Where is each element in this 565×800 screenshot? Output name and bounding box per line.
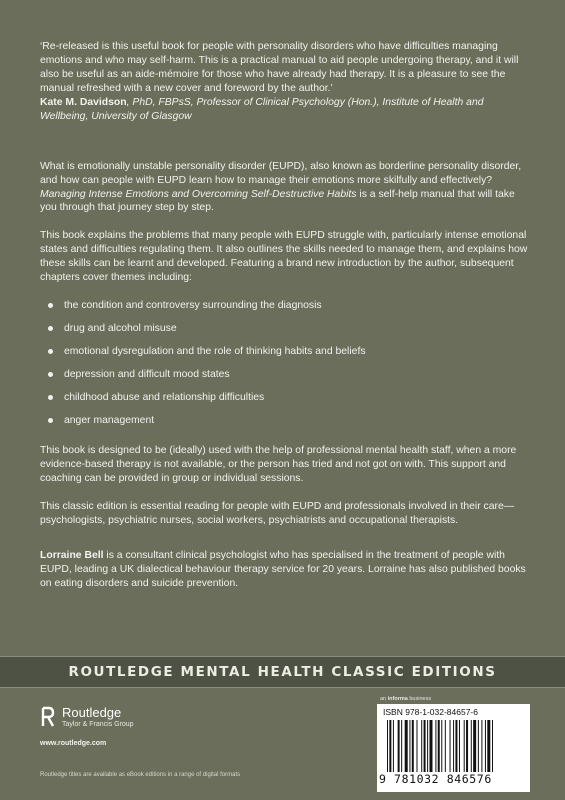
publisher-website[interactable]: www.routledge.com [40, 740, 107, 747]
informa-business-label: an informa business [380, 696, 432, 702]
barcode-bar [481, 720, 482, 772]
publisher-group: Taylor & Francis Group [62, 720, 134, 728]
intro-part1: What is emotionally unstable personality disorder (EUPD), also known as borderline personality disorder, and how can people with EUPD learn how to manage their emotions more skilfully and effectively? [40, 160, 522, 186]
barcode-bar [471, 720, 472, 772]
barcode-bar [435, 720, 436, 772]
barcode-bar [450, 720, 451, 772]
list-item: childhood abuse and relationship difficulties [40, 391, 530, 405]
routledge-logo-icon [40, 706, 56, 728]
barcode-bar [387, 720, 388, 772]
list-item: anger management [40, 414, 530, 428]
blurb-content [40, 40, 530, 591]
barcode-bar [409, 720, 410, 772]
intro-part2: is a self-help manual that will take you through that journey step by step. [40, 188, 515, 214]
audience-paragraph: This classic edition is essential reading for people with EUPD and professionals involved in their care—psychologists, psychiatric nurses, social workers, psychiatrists and occupational therapists. [40, 500, 515, 526]
barcode-bar [393, 720, 394, 772]
publisher-logo [40, 706, 134, 728]
author-name: Lorraine Bell [40, 550, 104, 562]
barcode-bar [389, 720, 391, 772]
endorser-name: Kate M. Davidson [40, 96, 127, 108]
author-bio [40, 549, 530, 591]
description-paragraph: This book explains the problems that many people with EUPD struggle with, particularly intense emotional states and difficulties regulating them. It also outlines the skills needed to manage them, and explains how these skills can be learnt and developed. Featuring a brand new introduction by the author, subsequent chapters cover themes including: [40, 230, 528, 284]
barcode-bar [478, 720, 479, 772]
endorsement-attribution [40, 96, 530, 124]
barcode-digits: 9 781032 846576 [379, 772, 492, 786]
endorsement-text: ‘Re-released is this useful book for people with personality disorders who have difficulties managing emotions and who may self-harm. This is a practical manual to aid people undergoing therapy, and it will also be useful as an aide-mémoire for those who have already had therapy. It is a pleasure to see the manual refreshed with a new cover and foreword by the author.’ [40, 41, 519, 94]
barcode-bar [466, 720, 468, 772]
barcode-bar [492, 720, 493, 772]
barcode-bar [455, 720, 457, 772]
barcode-bar [485, 720, 486, 772]
endorsement [40, 40, 530, 124]
barcode-bar [438, 720, 440, 772]
series-banner [0, 656, 565, 688]
barcode-bar [427, 720, 428, 772]
barcode-bar [424, 720, 426, 772]
barcode-bar [401, 720, 402, 772]
barcode-panel [377, 704, 530, 792]
list-item: emotional dysregulation and the role of thinking habits and beliefs [40, 345, 530, 359]
usage-paragraph: This book is designed to be (ideally) used with the help of professional mental health staff, when a more evidence-based therapy is not available, or the person has tried and not got on with. This support and coaching can be provided in group or individual sessions. [40, 444, 517, 484]
series-title: ROUTLEDGE MENTAL HEALTH CLASSIC EDITIONS [68, 664, 497, 680]
isbn-label: ISBN 978-1-032-84657-6 [383, 707, 478, 717]
barcode-bar [398, 720, 400, 772]
barcode-bar [459, 720, 460, 772]
barcode-bar [429, 720, 432, 772]
list-item: drug and alcohol misuse [40, 322, 530, 336]
barcode-bar [412, 720, 414, 772]
themes-list [40, 299, 530, 428]
informa-brand: informa [387, 696, 408, 702]
barcode-bar [473, 720, 476, 772]
barcode-bar [487, 720, 490, 772]
barcode-bar [445, 720, 446, 772]
book-title: Managing Intense Emotions and Overcoming Self-Destructive Habits [40, 188, 357, 200]
list-item: the condition and controversy surrounding the diagnosis [40, 299, 530, 313]
barcode-bar [421, 720, 422, 772]
barcode-bar [464, 720, 465, 772]
publisher-name: Routledge [62, 705, 122, 721]
barcode-bar [405, 720, 408, 772]
barcode-bar [453, 720, 454, 772]
barcode-icon [385, 720, 525, 772]
list-item: depression and difficult mood states [40, 368, 530, 382]
endorser-credentials: , PhD, FBPsS, Professor of Clinical Psychology (Hon.), Institute of Health and Wellbeing, University of Glasgow [40, 96, 484, 122]
author-bio-text: is a consultant clinical psychologist who has specialised in the treatment of people with EUPD, leading a UK dialectical behaviour therapy service for 20 years. Lorraine has also published books on eating disorders and suicide prevention. [40, 550, 526, 590]
intro-paragraph [40, 160, 530, 216]
barcode-bar [417, 720, 418, 772]
ebook-note: Routledge titles are available as eBook editions in a range of digital formats [40, 772, 241, 778]
barcode-bar [441, 720, 442, 772]
